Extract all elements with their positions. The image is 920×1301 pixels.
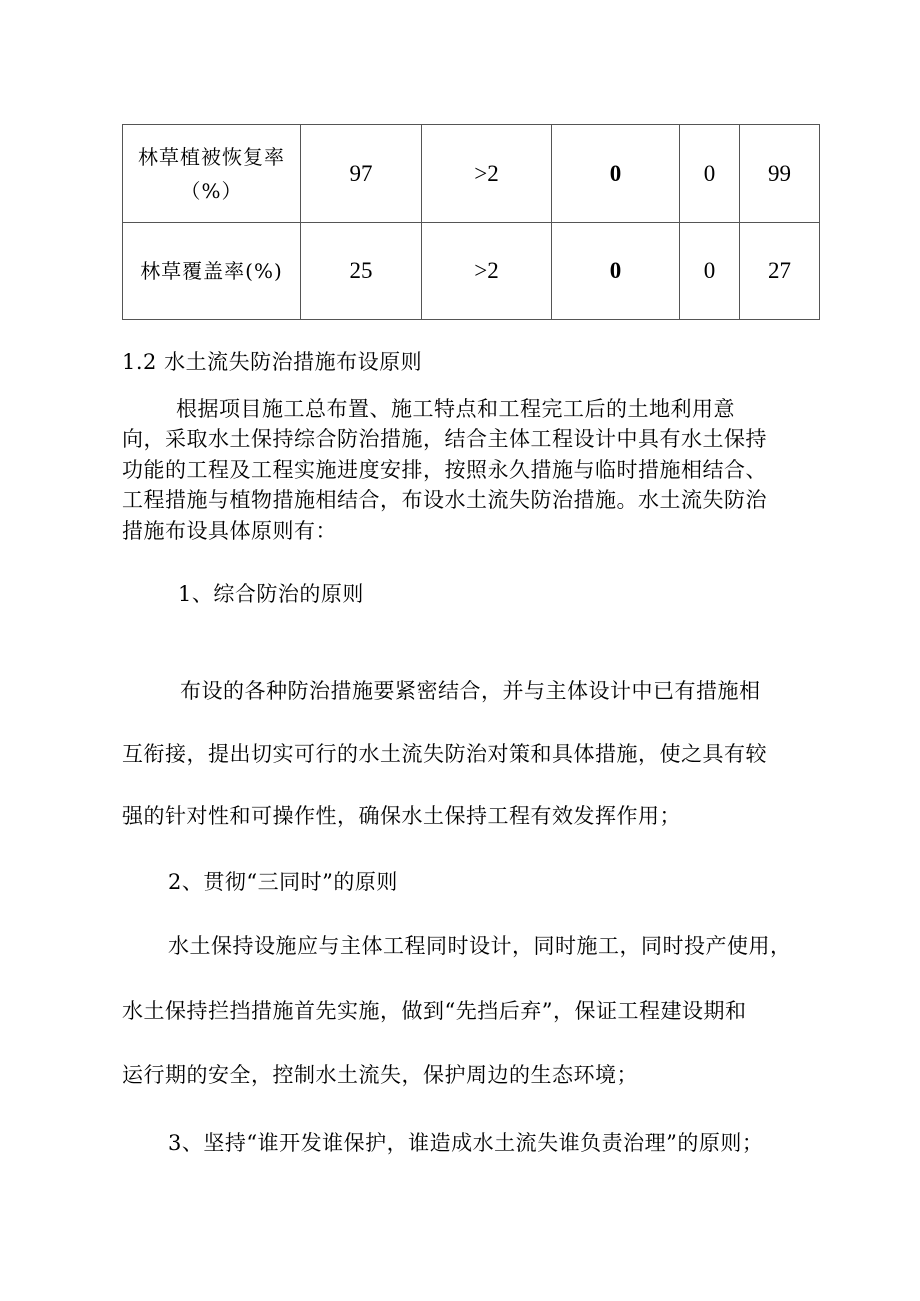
paragraph-line: 措施布设具体原则有： [122, 519, 337, 543]
row-label: 林草覆盖率(%) [123, 223, 301, 320]
principle-title: 2、贯彻“三同时”的原则 [168, 870, 398, 894]
table-cell: 99 [740, 125, 820, 223]
principle-title: 1、综合防治的原则 [178, 582, 364, 606]
paragraph-line: 强的针对性和可操作性，确保水土保持工程有效发挥作用； [122, 804, 681, 828]
table-cell: 0 [552, 223, 680, 320]
table-row [123, 125, 820, 223]
paragraph-line: 水土保持拦挡措施首先实施，做到“先挡后弃”，保证工程建设期和 [122, 999, 747, 1023]
paragraph-line: 向，采取水土保持综合防治措施，结合主体工程设计中具有水土保持 [122, 427, 767, 451]
section-heading: 1.2 水土流失防治措施布设原则 [122, 350, 423, 374]
table-cell: 97 [301, 125, 422, 223]
table-cell: >2 [422, 125, 552, 223]
paragraph-line: 布设的各种防治措施要紧密结合，并与主体设计中已有措施相 [180, 679, 761, 703]
paragraph-line: 根据项目施工总布置、施工特点和工程完工后的土地利用意 [176, 397, 735, 421]
row-label: 林草植被恢复率 [138, 144, 285, 169]
table-cell: 0 [552, 125, 680, 223]
table-row [123, 223, 820, 320]
table-cell: 0 [680, 223, 740, 320]
table-cell: 25 [301, 223, 422, 320]
table-cell: 27 [740, 223, 820, 320]
principle-title: 3、坚持“谁开发谁保护，谁造成水土流失谁负责治理”的原则； [168, 1131, 764, 1155]
paragraph-line: 互衔接，提出切实可行的水土流失防治对策和具体措施，使之具有较 [122, 742, 767, 766]
paragraph-line: 工程措施与植物措施相结合，布设水土流失防治措施。水土流失防治 [122, 488, 767, 512]
row-label-cell [123, 125, 301, 223]
paragraph-line: 水土保持设施应与主体工程同时设计，同时施工，同时投产使用， [168, 934, 792, 958]
paragraph-line: 功能的工程及工程实施进度安排，按照永久措施与临时措施相结合、 [122, 458, 767, 482]
row-label-unit: （%） [180, 178, 243, 203]
table-cell: >2 [422, 223, 552, 320]
metrics-table [122, 124, 820, 320]
paragraph-line: 运行期的安全，控制水土流失，保护周边的生态环境； [122, 1063, 638, 1087]
table-cell: 0 [680, 125, 740, 223]
